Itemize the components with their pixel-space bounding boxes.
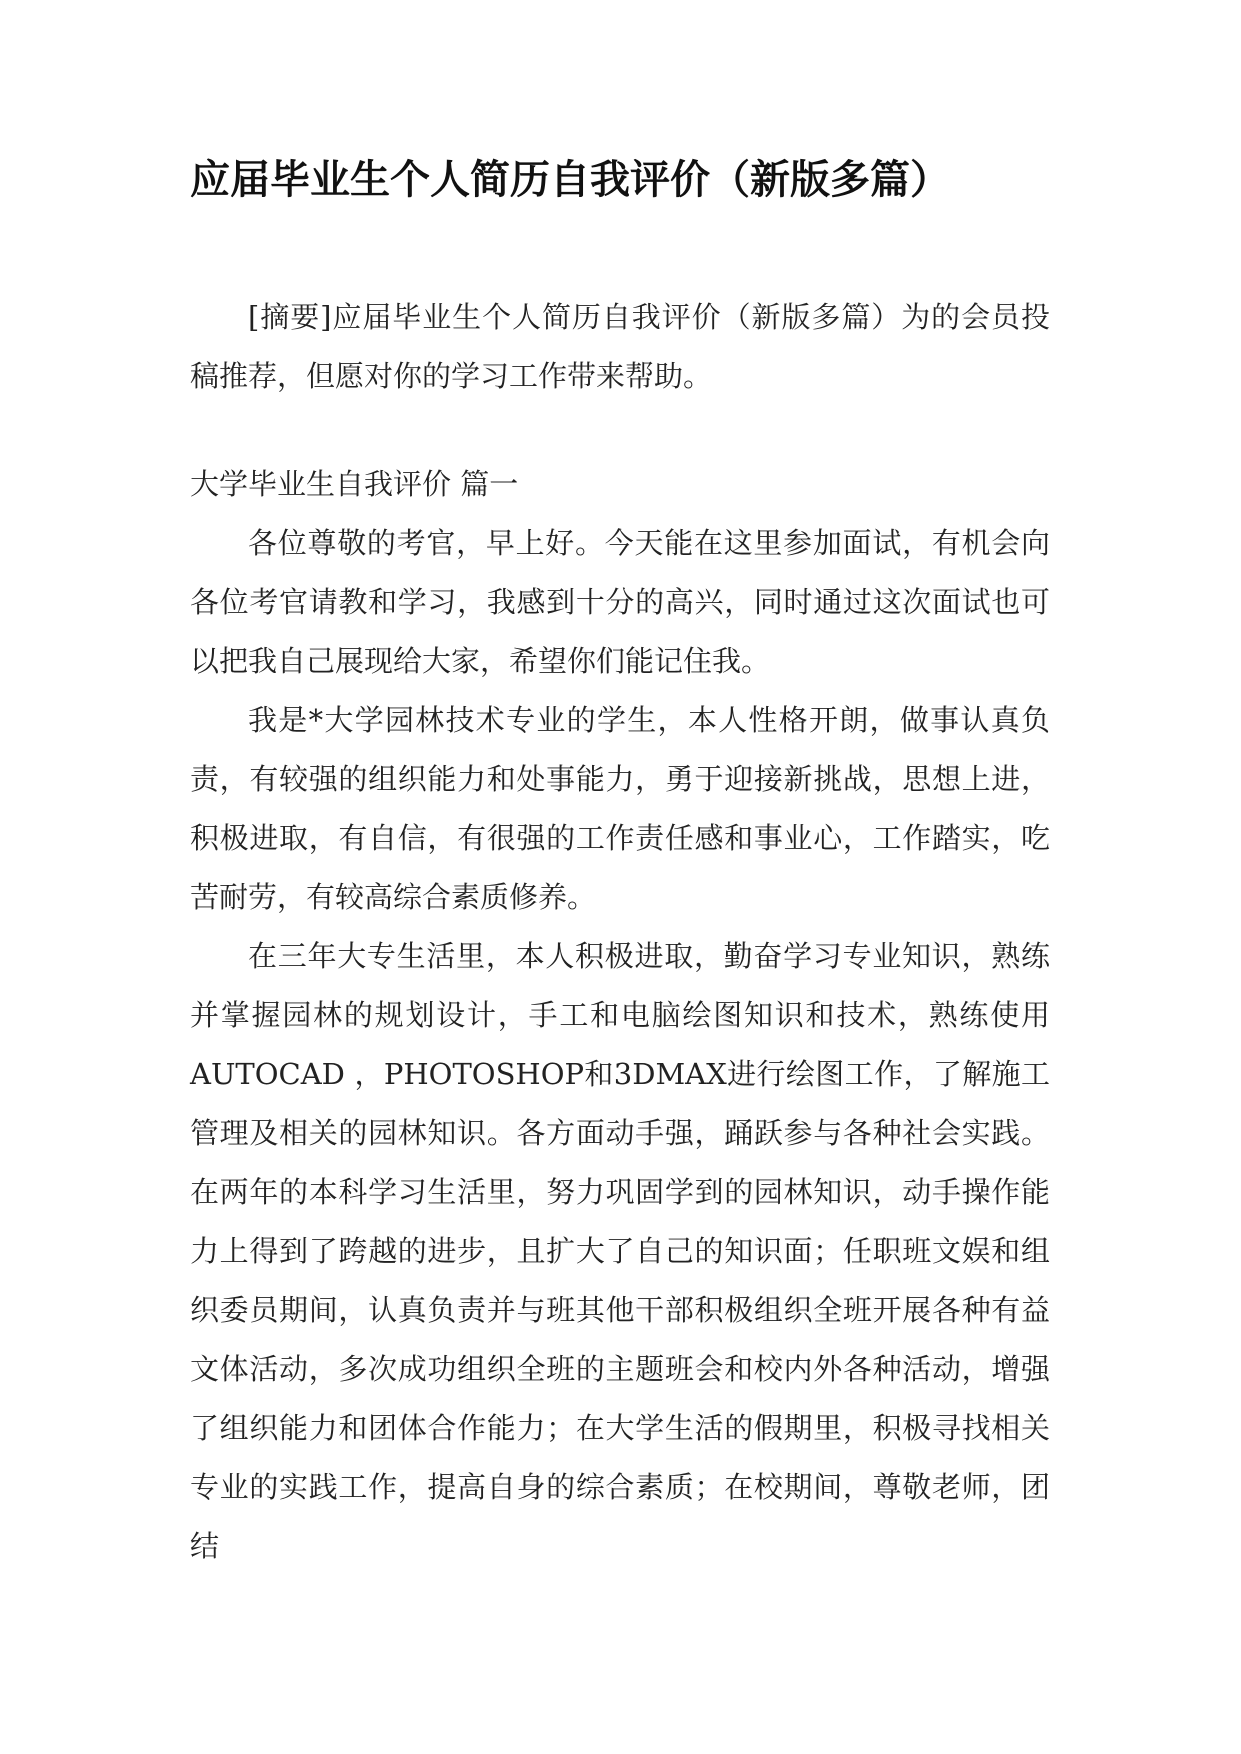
body-paragraph: 各位尊敬的考官，早上好。今天能在这里参加面试，有机会向各位考官请教和学习，我感到十分的高兴，同时通过这次面试也可以把我自己展现给大家，希望你们能记住我。 [190,526,1050,678]
section-heading: 大学毕业生自我评价 篇一 [190,467,519,501]
abstract-paragraph: [摘要]应届毕业生个人简历自我评价（新版多篇）为的会员投稿推荐，但愿对你的学习工作带来帮助。 [190,300,1050,393]
body-paragraph: 我是*大学园林技术专业的学生，本人性格开朗，做事认真负责，有较强的组织能力和处事能力，勇于迎接新挑战，思想上进，积极进取，有自信，有很强的工作责任感和事业心，工作踏实，吃苦耐劳，有较高综合素质修养。 [190,703,1050,914]
document-body [190,288,1050,1576]
body-paragraph: 在三年大专生活里，本人积极进取，勤奋学习专业知识，熟练并掌握园林的规划设计，手工和电脑绘图知识和技术，熟练使用AUTOCAD ，PHOTOSHOP和3DMAX进行绘图工作，了解施工管理及相关的园林知识。各方面动手强，踊跃参与各种社会实践。 在两年的本科学习生活里，努力巩固学到的园林知识，动手操作能力上得到了跨越的进步，且扩大了自己的知识面；任职班文娱和组织委员期间，认真负责并与班其他干部积极组织全班开展各种有益文体活动，多次成功组织全班的主题班会和校内外各种活动，增强了组织能力和团体合作能力；在大学生活的假期里，积极寻找相关专业的实践工作，提高自身的综合素质；在校期间，尊敬老师，团结 [190,939,1050,1563]
document-title: 应届毕业生个人简历自我评价（新版多篇） [190,157,950,203]
